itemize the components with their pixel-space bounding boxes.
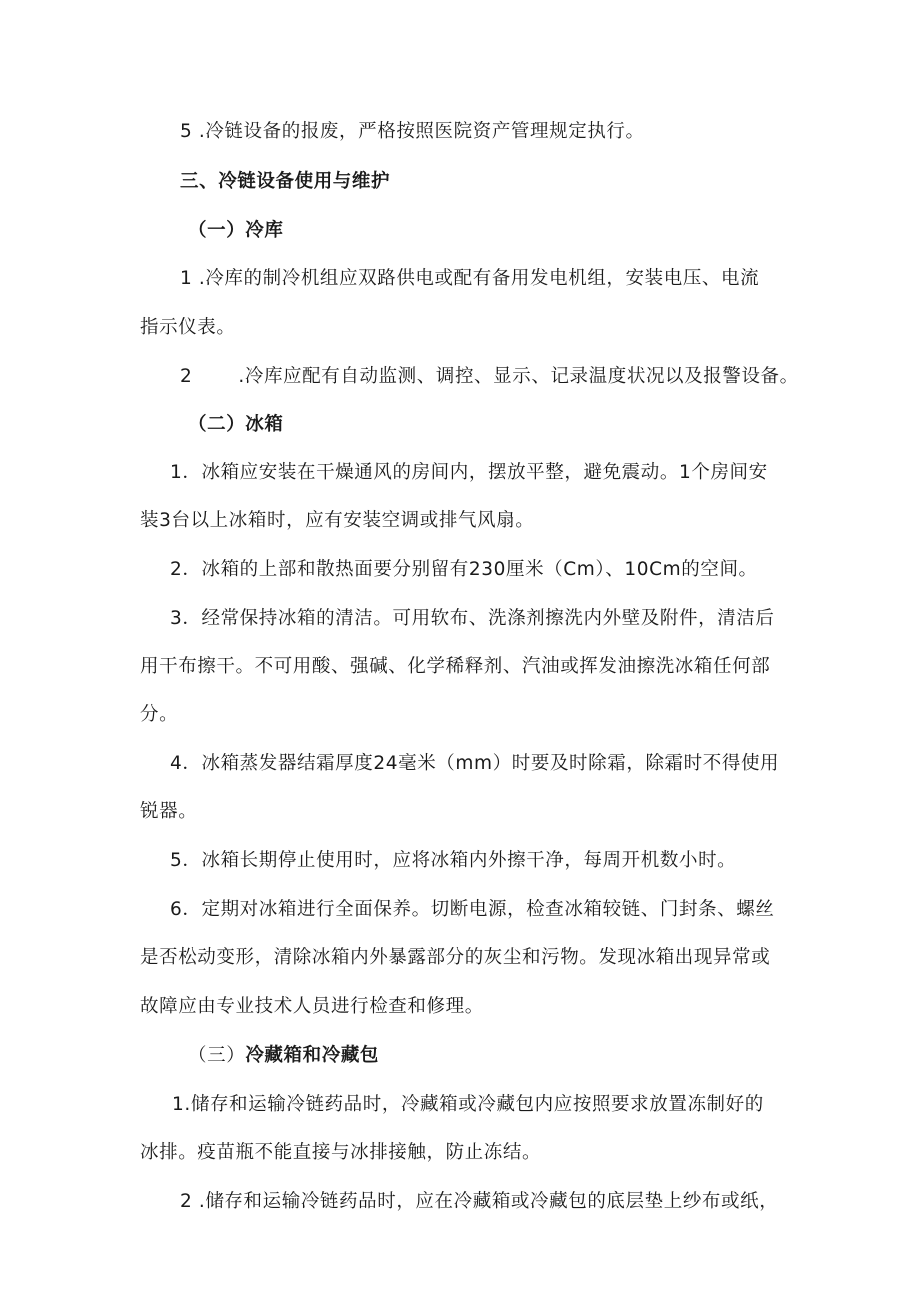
subheading-prefix: （三） — [188, 1045, 246, 1066]
paragraph-cold-box-icepack-line2: 冰排。疫苗瓶不能直接与冰排接触，防止冻结。 — [140, 1142, 542, 1163]
paragraph-cold-box-lining: 2 .储存和运输冷链药品时，应在冷藏箱或冷藏包的底层垫上纱布或纸， — [180, 1191, 779, 1212]
paragraph-fridge-cleaning-line2: 用干布擦干。不可用酸、强碱、化学稀释剂、汽油或挥发油擦洗冰箱任何部 — [140, 656, 771, 677]
paragraph-fridge-clearance: 2．冰箱的上部和散热面要分别留有230厘米（Cm）、10Cm的空间。 — [170, 559, 758, 580]
paragraph-fridge-cleaning-line1: 3．经常保持冰箱的清洁。可用软布、洗涤剂擦洗内外壁及附件，清洁后 — [170, 608, 775, 629]
paragraph-fridge-cleaning-line3: 分。 — [140, 704, 179, 725]
subheading-title: 冷藏箱和冷藏包 — [245, 1045, 380, 1066]
paragraph-cold-box-icepack-line1: 1.储存和运输冷链药品时，冷藏箱或冷藏包内应按照要求放置冻制好的 — [172, 1094, 764, 1115]
subheading-refrigerator: （二）冰箱 — [188, 414, 284, 435]
paragraph-cold-storage-power-line1: 1 .冷库的制冷机组应双路供电或配有备用发电机组，安装电压、电流 — [180, 268, 760, 289]
paragraph-fridge-defrost-line2: 锐器。 — [140, 801, 198, 822]
paragraph-fridge-maintenance-line1: 6．定期对冰箱进行全面保养。切断电源，检查冰箱较链、门封条、螺丝 — [170, 899, 775, 920]
paragraph-fridge-install-line1: 1．冰箱应安装在干燥通风的房间内，摆放平整，避免震动。1个房间安 — [170, 462, 768, 483]
list-text: .冷库应配有自动监测、调控、显示、记录温度状况以及报警设备。 — [238, 366, 799, 387]
paragraph-cold-storage-monitoring — [180, 365, 799, 389]
paragraph-scrap-rule: 5 .冷链设备的报废，严格按照医院资产管理规定执行。 — [180, 121, 645, 142]
paragraph-cold-storage-power-line2: 指示仪表。 — [140, 317, 236, 338]
paragraph-fridge-install-line2: 装3台以上冰箱时，应有安装空调或排气风扇。 — [140, 510, 535, 531]
paragraph-fridge-maintenance-line2: 是否松动变形，清除冰箱内外暴露部分的灰尘和污物。发现冰箱出现异常或 — [140, 947, 771, 968]
section-heading-usage-maintenance: 三、冷链设备使用与维护 — [180, 171, 391, 192]
subheading-cold-box — [188, 1044, 379, 1068]
paragraph-fridge-maintenance-line3: 故障应由专业技术人员进行检查和修理。 — [140, 996, 484, 1017]
subheading-cold-storage: （一）冷库 — [188, 220, 284, 241]
paragraph-fridge-long-idle: 5．冰箱长期停止使用时，应将冰箱内外擦干净，每周开机数小时。 — [170, 850, 737, 871]
list-number: 2 — [180, 366, 193, 387]
paragraph-fridge-defrost-line1: 4．冰箱蒸发器结霜厚度24毫米（mm）时要及时除霜，除霜时不得使用 — [170, 753, 780, 774]
